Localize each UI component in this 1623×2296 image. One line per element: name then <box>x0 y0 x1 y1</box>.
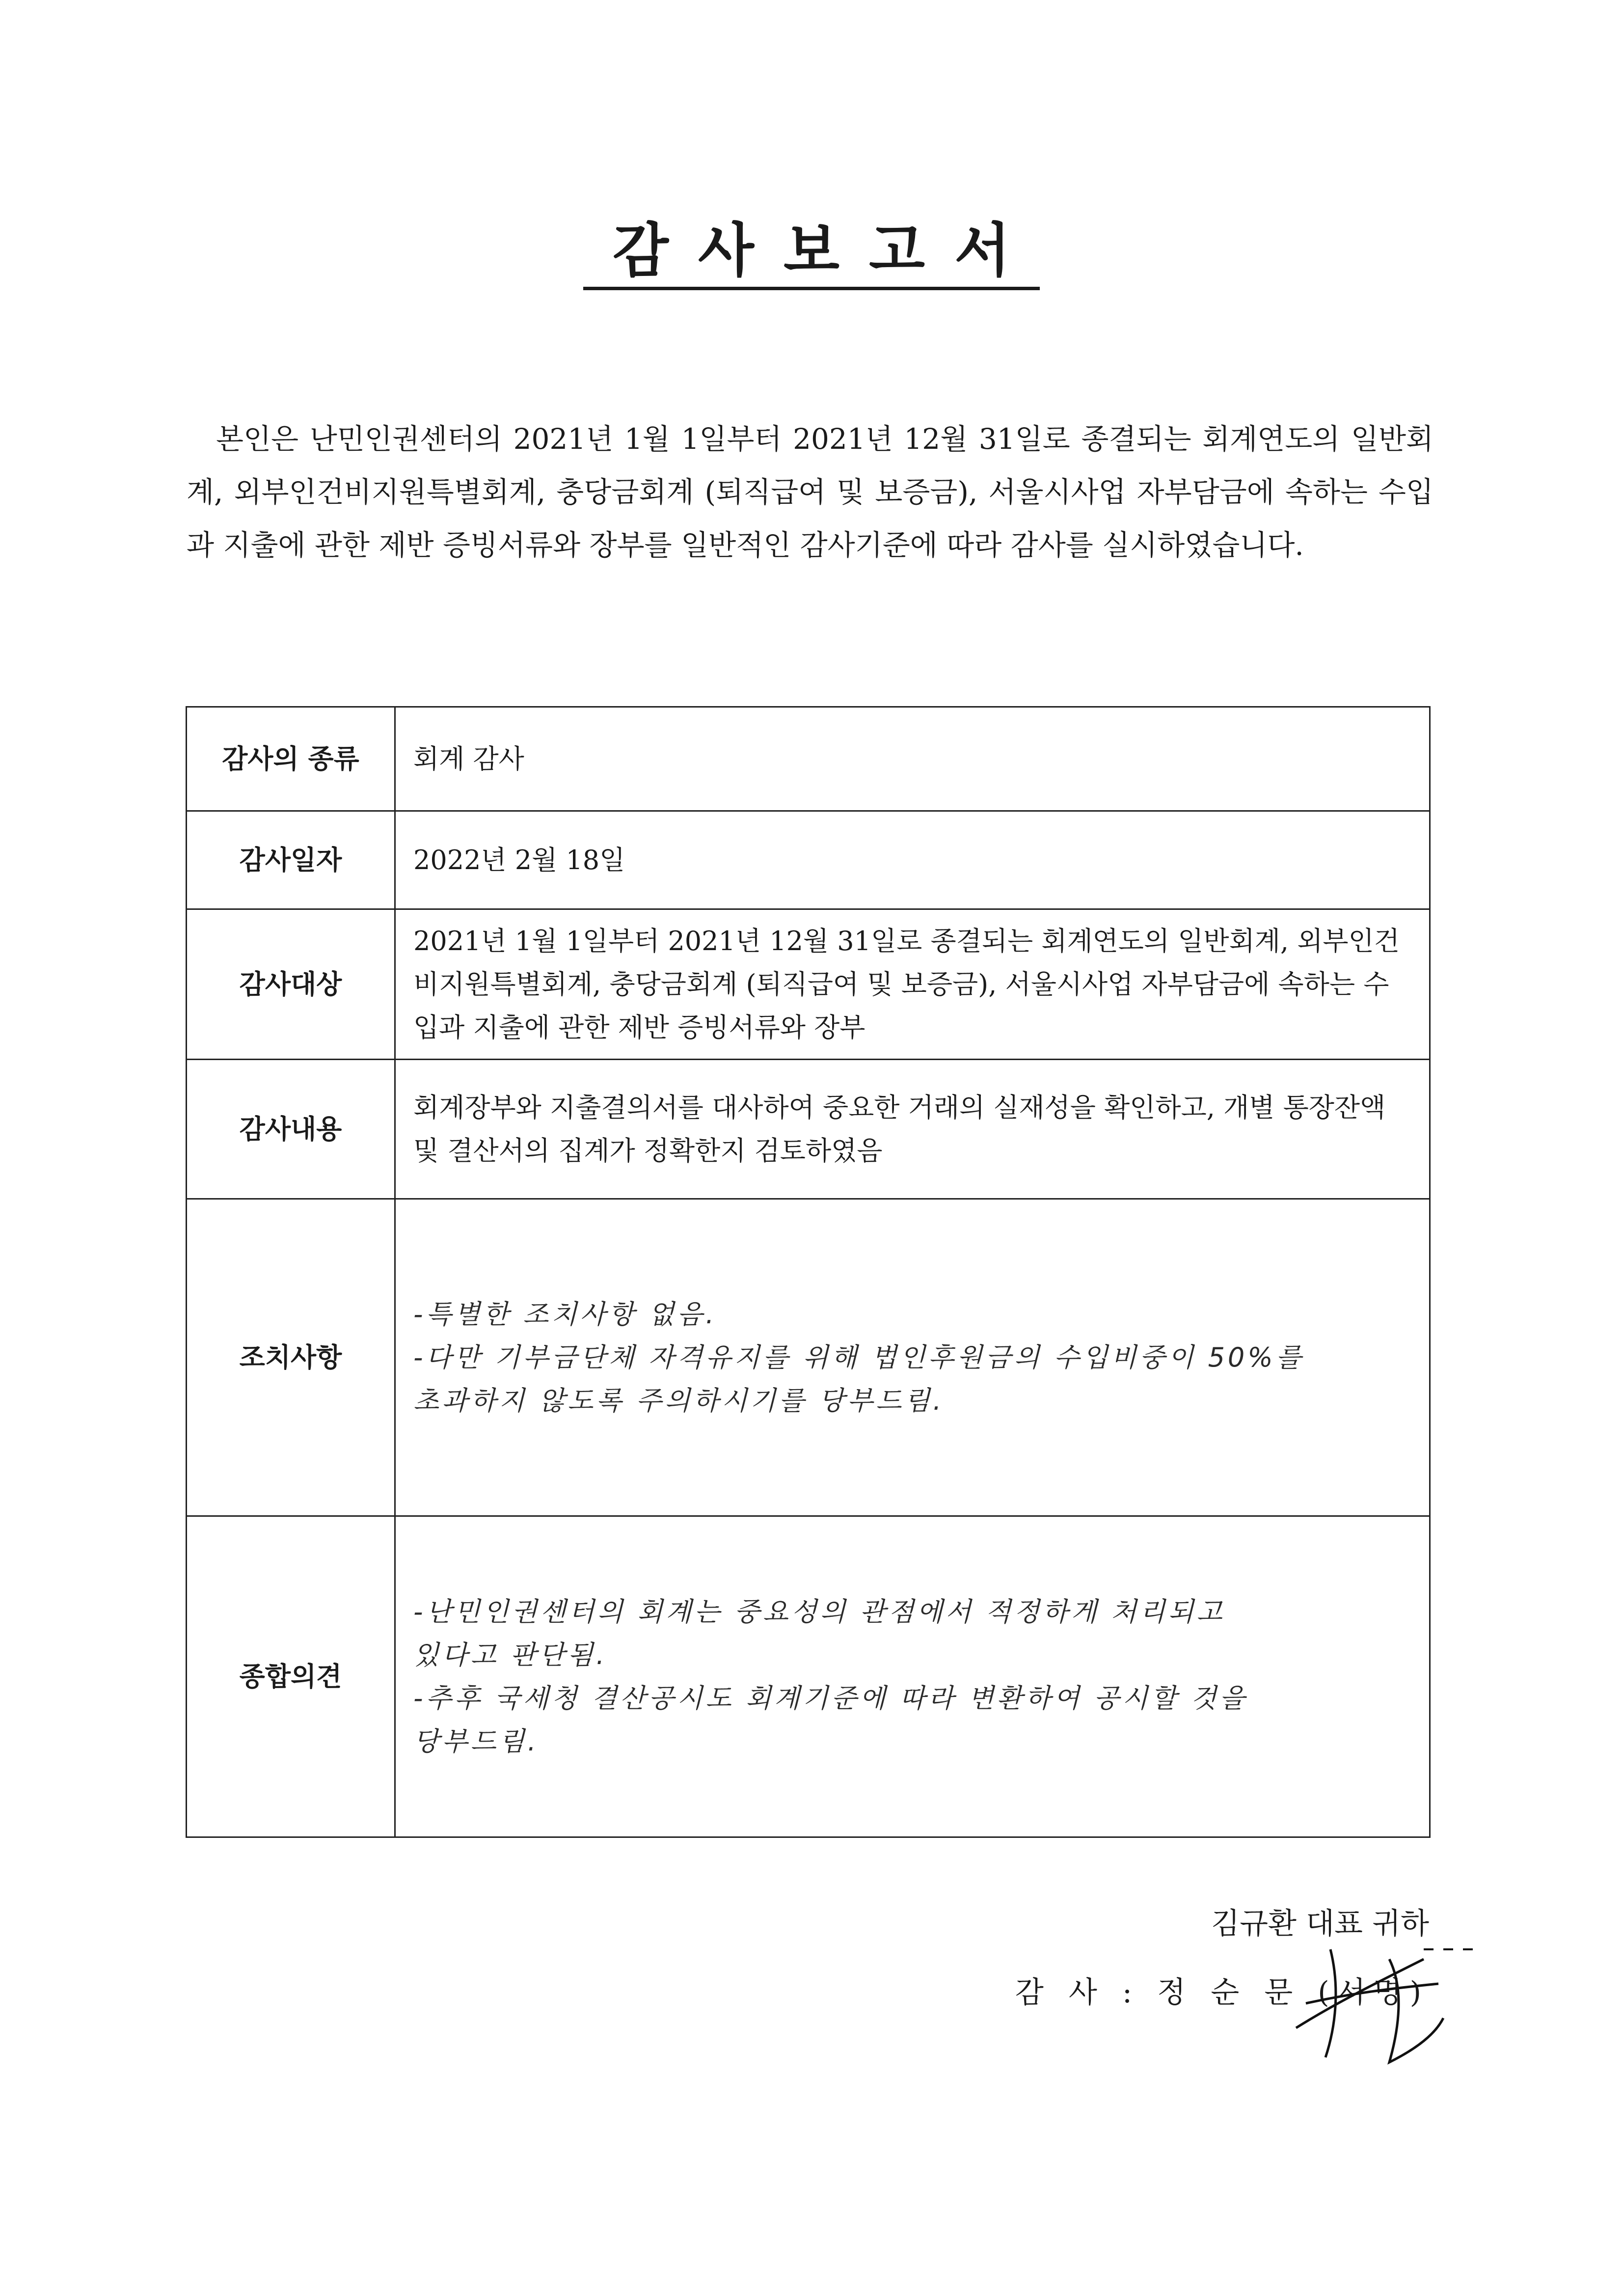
label-audit-target: 감사대상 <box>187 909 395 1060</box>
label-opinion: 종합의견 <box>187 1516 395 1837</box>
page-title: 감사보고서 <box>0 216 1623 290</box>
addressee: 김규환 대표 귀하 <box>1211 1907 1429 1941</box>
value-audit-type: 회계 감사 <box>395 707 1430 811</box>
action-line-3: 초과하지 않도록 주의하시기를 당부드림. <box>413 1385 945 1416</box>
action-line-1: -특별한 조치사항 없음. <box>413 1298 717 1330</box>
value-audit-content: 회계장부와 지출결의서를 대사하여 중요한 거래의 실재성을 확인하고, 개별 통장잔액 및 결산서의 집계가 정확한지 검토하였음 <box>395 1060 1430 1199</box>
action-handwritten <box>395 1199 1430 1516</box>
audit-table <box>186 706 1431 1838</box>
opinion-line-2: 있다고 판단됨. <box>413 1639 608 1670</box>
label-audit-date: 감사일자 <box>187 811 395 909</box>
value-audit-date: 2022년 2월 18일 <box>395 811 1430 909</box>
opinion-line-4: 당부드림. <box>413 1725 539 1757</box>
opinion-line-3: -추후 국세청 결산공시도 회계기준에 따라 변환하여 공시할 것을 <box>413 1682 1248 1714</box>
handwritten-signature <box>1276 1930 1483 2077</box>
opinion-line-1: -난민인권센터의 회계는 중요성의 관점에서 적정하게 처리되고 <box>413 1596 1225 1627</box>
label-action: 조치사항 <box>187 1199 395 1516</box>
label-audit-type: 감사의 종류 <box>187 707 395 811</box>
action-line-2: -다만 기부금단체 자격유지를 위해 법인후원금의 수입비중이 50%를 <box>413 1341 1304 1373</box>
opinion-handwritten <box>395 1516 1430 1837</box>
label-audit-content: 감사내용 <box>187 1060 395 1199</box>
intro-paragraph: 본인은 난민인권센터의 2021년 1월 1일부터 2021년 12월 31일로 종결되는 회계연도의 일반회계, 외부인건비지원특별회계, 충당금회계 (퇴직급여 및 보증금), 서울시사업 자부담금에 속하는 수입과 지출에 관한 제반 증빙서류와 장부를 일반적인 감사기준에 따라 감사를 실시하였습니다. <box>187 422 1434 562</box>
auditor-line: 감 사 : 정 순 문 (서명) <box>1015 1975 1429 2010</box>
value-audit-target: 2021년 1월 1일부터 2021년 12월 31일로 종결되는 회계연도의 일반회계, 외부인건비지원특별회계, 충당금회계 (퇴직급여 및 보증금), 서울시사업 자부담금에 속하는 수입과 지출에 관한 제반 증빙서류와 장부 <box>395 909 1430 1060</box>
